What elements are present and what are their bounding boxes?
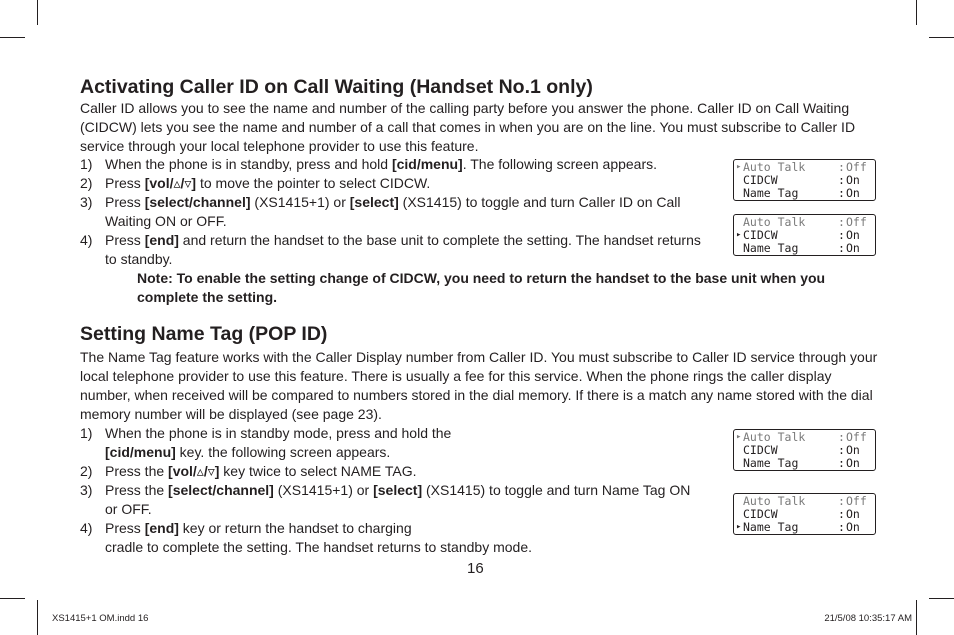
key-label: [end] (144, 232, 179, 248)
lcd-row-value: On (846, 186, 860, 200)
lcd-colon: : (838, 507, 845, 521)
lcd-row (734, 242, 875, 255)
lcd-row-label: CIDCW (743, 173, 778, 187)
crop-mark (0, 37, 25, 38)
crop-mark (0, 598, 25, 599)
lcd-row-value: On (846, 520, 860, 534)
lcd-row-value: On (846, 241, 860, 255)
lcd-colon: : (838, 186, 845, 200)
pointer-icon: ▸ (736, 162, 742, 172)
key-label: [select/channel] (144, 194, 251, 210)
key-label: [select] (373, 482, 423, 498)
key-label: [end] (144, 520, 179, 536)
lcd-row (734, 187, 875, 200)
lcd-row-label: Name Tag (743, 241, 799, 255)
lcd-row-label: Auto Talk (743, 494, 806, 508)
lcd-colon: : (838, 215, 845, 229)
crop-mark (37, 0, 38, 25)
lcd-row-value: Off (846, 160, 867, 174)
section-intro-name-tag: The Name Tag feature works with the Caller Display number from Caller ID. You must subscribe to Caller ID service through your local telephone provider to use this feature. There is usually a fee for this service. When the phone rings the caller display number, when received will be compared to numbers stored in the dial memory. If there is a match any name stored with the dial memory number will be displayed (see page 23). (80, 349, 878, 422)
crop-mark (929, 598, 954, 599)
lcd-row-value: Off (846, 494, 867, 508)
lcd-row-label: CIDCW (743, 507, 778, 521)
lcd-row-label: CIDCW (743, 228, 778, 242)
list-item: 4) Press [end] and return the handset to the base unit to complete the setting. The handset returns to standby. (80, 232, 701, 267)
lcd-row-value: Off (846, 430, 867, 444)
crop-mark (929, 37, 954, 38)
lcd-colon: : (838, 228, 845, 242)
list-item: 1) When the phone is in standby mode, press and hold the [cid/menu] key. the following screen appears. (80, 425, 452, 460)
lcd-row-value: Off (846, 215, 867, 229)
lcd-row-value: On (846, 507, 860, 521)
steps-list-name-tag (80, 424, 705, 557)
lcd-row (734, 457, 875, 470)
list-item: 2) Press [vol/▵/▿] to move the pointer to select CIDCW. (80, 175, 431, 191)
list-item: 3) Press the [select/channel] (XS1415+1) or [select] (XS1415) to toggle and turn Name Tag ON or OFF. (80, 482, 691, 517)
lcd-colon: : (838, 430, 845, 444)
section-title-cidcw: Activating Caller ID on Call Waiting (Handset No.1 only) (80, 76, 593, 98)
pointer-icon: ▸ (736, 230, 742, 240)
date-slug: 21/5/08 10:35:17 AM (824, 613, 912, 624)
note-text: Note: To enable the setting change of CIDCW, you need to return the handset to the base unit when you complete the setting. (137, 270, 826, 305)
lcd-row-value: On (846, 173, 860, 187)
list-item: 3) Press [select/channel] (XS1415+1) or [select] (XS1415) to toggle and turn Caller ID on Call Waiting ON or OFF. (80, 194, 681, 229)
lcd-colon: : (838, 160, 845, 174)
lcd-row-label: CIDCW (743, 443, 778, 457)
lcd-row-label: Auto Talk (743, 430, 806, 444)
key-label: [cid/menu] (391, 156, 463, 172)
list-item: 2) Press the [vol/▵/▿] key twice to select NAME TAG. (80, 463, 417, 479)
key-label: [select] (349, 194, 399, 210)
lcd-row-value: On (846, 456, 860, 470)
lcd-row-value: On (846, 443, 860, 457)
crop-mark (916, 600, 917, 635)
lcd-row (734, 521, 875, 534)
lcd-screen (733, 429, 876, 471)
lcd-colon: : (838, 494, 845, 508)
lcd-screen (733, 214, 876, 256)
lcd-screen (733, 159, 876, 201)
key-label: [select/channel] (168, 482, 274, 498)
section-title-name-tag: Setting Name Tag (POP ID) (80, 323, 328, 345)
file-slug: XS1415+1 OM.indd 16 (52, 613, 149, 624)
lcd-row-label: Name Tag (743, 186, 799, 200)
lcd-colon: : (838, 456, 845, 470)
key-label: [cid/menu] (105, 444, 176, 460)
list-item: 1) When the phone is in standby, press and hold [cid/menu]. The following screen appears. (80, 156, 658, 172)
crop-mark (37, 600, 38, 635)
crop-mark (916, 0, 917, 25)
list-item: 4) Press [end] key or return the handset to charging cradle to complete the setting. The handset returns to standby mode. (80, 520, 532, 555)
key-label: [vol/▵/▿] (144, 175, 197, 191)
pointer-icon: ▸ (736, 432, 742, 442)
lcd-colon: : (838, 520, 845, 534)
lcd-row-label: Name Tag (743, 456, 799, 470)
lcd-screen (733, 493, 876, 535)
key-label: [vol/▵/▿] (168, 463, 220, 479)
steps-list-cidcw (80, 155, 716, 269)
lcd-row-label: Auto Talk (743, 215, 806, 229)
section-intro-cidcw: Caller ID allows you to see the name and number of the calling party before you answer the phone. Caller ID on Call Waiting (CIDCW) lets you see the name and number of a call that comes in when you are on the line. You must subscribe to Caller ID service through your local telephone provider to use this feature. (80, 100, 856, 154)
lcd-colon: : (838, 443, 845, 457)
lcd-colon: : (838, 173, 845, 187)
lcd-row-label: Name Tag (743, 520, 799, 534)
lcd-colon: : (838, 241, 845, 255)
lcd-row-value: On (846, 228, 860, 242)
lcd-row-label: Auto Talk (743, 160, 806, 174)
page-number: 16 (467, 560, 484, 577)
pointer-icon: ▸ (736, 522, 742, 532)
